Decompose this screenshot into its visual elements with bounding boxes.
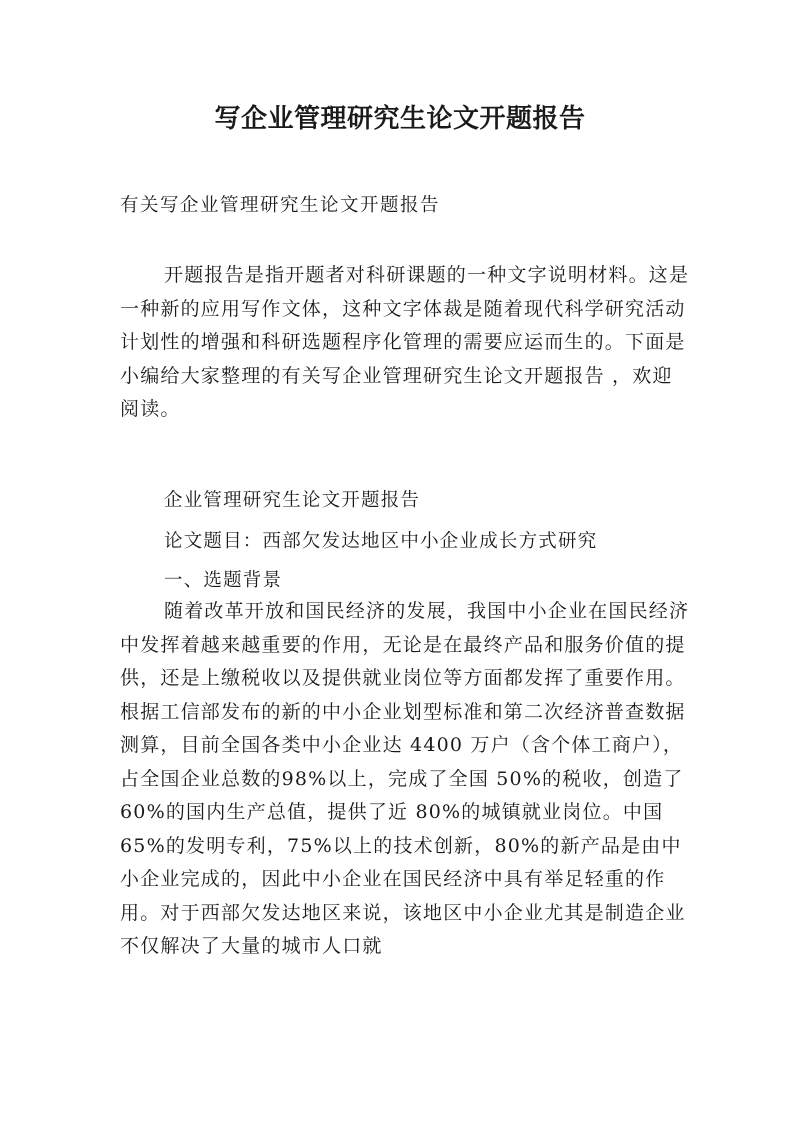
background-paragraph: 随着改革开放和国民经济的发展，我国中小企业在国民经济中发挥着越来越重要的作用，无论是在最终产品和服务价值的提供，还是上缴税收以及提供就业岗位等方面都发挥了重要作用。根据工信部发布的新的中小企业划型标准和第二次经济普查数据测算，目前全国各类中小企业达 4400 万户（含个体工商户），占全国企业总数的98%以上，完成了全国 50%的税收，创造了 60%的国内生产总值，提供了近 80%的城镇就业岗位。中国 65%的发明专利，75%以上的技术创新，80%的新产品是由中小企业完成的，因此中小企业在国民经济中具有举足轻重的作用。对于西部欠发达地区来说，该地区中小企业尤其是制造企业不仅解决了大量的城市人口就 [120, 600, 690, 957]
document-subtitle: 有关写企业管理研究生论文开题报告 [120, 195, 441, 216]
thesis-title-line: 论文题目：西部欠发达地区中小企业成长方式研究 [164, 531, 598, 552]
section-heading: 企业管理研究生论文开题报告 [164, 490, 421, 511]
intro-paragraph: 开题报告是指开题者对科研课题的一种文字说明材料。这是一种新的应用写作文体，这种文字体裁是随着现代科学研究活动计划性的增强和科研选题程序化管理的需要应运而生的。下面是小编给大家整理的有关写企业管理研究生论文开题报告 ，欢迎阅读。 [120, 264, 690, 420]
section-one-heading: 一、选题背景 [164, 570, 283, 591]
document-title: 写企业管理研究生论文开题报告 [214, 104, 586, 134]
